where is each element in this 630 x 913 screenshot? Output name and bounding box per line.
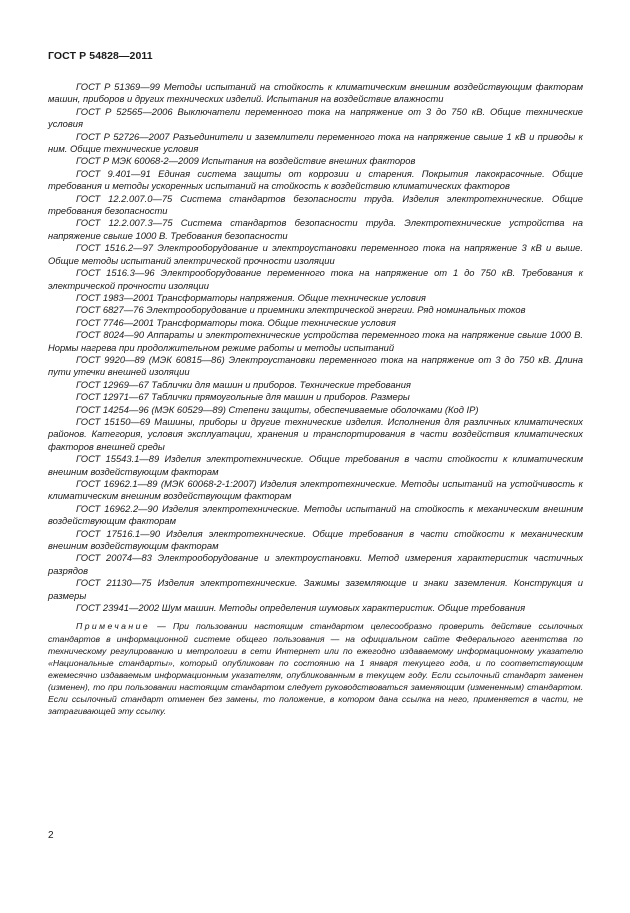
document-header: ГОСТ Р 54828—2011 [48,50,153,62]
reference-item: ГОСТ 12.2.007.3—75 Система стандартов безопасности труда. Электротехнические устройства на напряжение свыше 1000 В. Требования безопасности [48,217,583,241]
reference-item: ГОСТ 12971—67 Таблички прямоугольные для машин и приборов. Размеры [76,391,410,403]
reference-item: ГОСТ 20074—83 Электрооборудование и электроустановки. Метод измерения характеристик частичных разрядов [48,552,583,576]
reference-item: ГОСТ Р 52726—2007 Разъединители и заземлители переменного тока на напряжение свыше 1 кВ и приводы к ним. Общие технические условия [48,130,583,155]
reference-item: ГОСТ 15543.1—89 Изделия электротехнические. Общие требования в части стойкости к климатическим внешним воздействующим факторам [48,453,583,477]
reference-item: ГОСТ 12969—67 Таблички для машин и приборов. Технические требования [76,378,411,390]
reference-item: ГОСТ 21130—75 Изделия электротехнические. Зажимы заземляющие и знаки заземления. Конструкция и размеры [48,577,583,601]
note-label: Примечание [76,621,151,632]
reference-item: ГОСТ 1983—2001 Трансформаторы напряжения. Общие технические условия [76,291,426,303]
reference-item: ГОСТ 1516.2—97 Электрооборудование и электроустановки переменного тока на напряжение 3 кВ и выше. Общие методы испытаний электрической прочности изоляции [48,242,583,266]
normative-references [48,81,583,726]
note-paragraph [48,620,583,717]
reference-item: ГОСТ 8024—90 Аппараты и электротехнические устройства переменного тока на напряжение свыше 1000 В. Нормы нагрева при продолжительном режиме работы и методы испытаний [48,329,583,353]
reference-item: ГОСТ 9.401—91 Единая система защиты от коррозии и старения. Покрытия лакокрасочные. Общие требования и методы ускоренных испытаний на стойкость к воздействию климатических факторов [48,167,583,192]
reference-item: ГОСТ Р МЭК 60068-2—2009 Испытания на воздействие внешних факторов [76,155,416,167]
reference-item: ГОСТ 17516.1—90 Изделия электротехнические. Общие требования в части стойкости к механическим внешним воздействующим факторам [48,527,583,552]
reference-item: ГОСТ 1516.3—96 Электрооборудование переменного тока на напряжение от 1 до 750 кВ. Требования к электрической прочности изоляции [48,267,583,291]
reference-item: ГОСТ 23941—2002 Шум машин. Методы определения шумовых характеристик. Общие требования [76,602,526,614]
reference-item: ГОСТ Р 52565—2006 Выключатели переменного тока на напряжение от 3 до 750 кВ. Общие технические условия [48,105,583,130]
reference-item: ГОСТ 9920—89 (МЭК 60815—86) Электроустановки переменного тока на напряжение от 3 до 750 кВ. Длина пути утечки внешней изоляции [48,353,583,378]
reference-item: ГОСТ 7746—2001 Трансформаторы тока. Общие технические условия [76,316,396,328]
reference-item: ГОСТ 6827—76 Электрооборудование и приемники электрической энергии. Ряд номинальных токов [76,304,526,316]
reference-item: ГОСТ 14254—96 (МЭК 60529—89) Степени защиты, обеспечиваемые оболочками (Код IP) [76,403,479,415]
reference-item: ГОСТ Р 51369—99 Методы испытаний на стойкость к климатическим внешним воздействующим факторам машин, приборов и других технических изделий. Испытания на воздействие влажности [48,81,583,105]
page-number: 2 [48,830,54,841]
reference-item: ГОСТ 16962.2—90 Изделия электротехнические. Методы испытаний на стойкость к механическим внешним воздействующим факторам [48,502,583,527]
reference-item: ГОСТ 16962.1—89 (МЭК 60068-2-1:2007) Изделия электротехнические. Методы испытаний на устойчивость к климатическим внешним воздействующим факторам [48,478,583,502]
note-text: — При пользовании настоящим стандартом целесообразно проверить действие ссылочных стандартов в информационной системе общего пользования — на официальном сайте Федерального агентства по техническому регулированию и метрологии в сети Интернет или по ежегодно издаваемому информационному указателю «Национальные стандарты», который опубликован по состоянию на 1 января текущего года, и по соответствующим ежемесячно издаваемым информационным указателям, опубликованным в текущем году. Если ссылочный стандарт заменен (изменен), то при пользовании настоящим стандартом следует руководствоваться заменяющим (измененным) стандартом. Если ссылочный стандарт отменен без замены, то положение, в котором дана ссылка на него, применяется в части, не затрагивающей эту ссылку. [48,621,583,717]
reference-item: ГОСТ 12.2.007.0—75 Система стандартов безопасности труда. Изделия электротехнические. Общие требования безопасности [48,192,583,217]
reference-item: ГОСТ 15150—69 Машины, приборы и другие технические изделия. Исполнения для различных климатических районов. Категория, условия эксплуатации, хранения и транспортирования в части воздействия климатических факторов внешней среды [48,415,583,452]
